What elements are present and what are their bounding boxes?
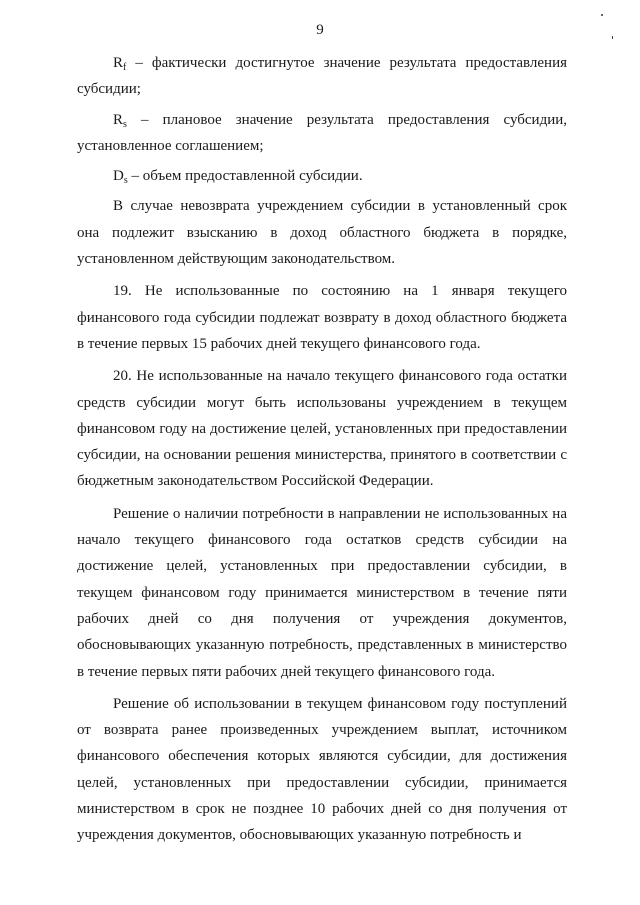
- paragraph-20: 20. Не использованные на начало текущего финансового года остатки средств субсидии могут быть использованы учреждением в текущем финансовом году на достижение целей, установленных при предоставлении субсидии, на основании решения министерства, принятого в соответствии с бюджетным законодательством Российской Федерации.: [77, 368, 567, 490]
- symbol: D: [113, 168, 124, 185]
- definition-text: – плановое значение результата предоставления субсидии, установленное соглашением;: [77, 111, 567, 154]
- paragraph-decision-need: Решение о наличии потребности в направлении не использованных на начало текущего финансового года остатков средств субсидии на достижение целей, установленных при предоставлении субсидии, в текущем финансовом году принимается министерством в течение пяти рабочих дней со дня получения от учреждения документов, обосновывающих указанную потребность, представленных в министерство в течение первых пяти рабочих дней текущего финансового года.: [77, 505, 567, 680]
- paragraph-decision-use: Решение об использовании в текущем финансовом году поступлений от возврата ранее произведенных учреждением выплат, источником финансового обеспечения которых являются субсидии, для достижения целей, установленных при предоставлении субсидии, принимается министерством в срок не позднее 10 рабочих дней со дня получения от учреждения документов, обосновывающих указанную потребность и: [77, 695, 567, 844]
- document-body: [77, 50, 567, 849]
- subscript: f: [123, 62, 127, 73]
- scan-speck: [601, 14, 603, 16]
- paragraph-19: 19. Не использованные по состоянию на 1 января текущего финансового года субсидии подлежат возврату в доход областного бюджета в течение первых 15 рабочих дней текущего финансового года.: [77, 283, 567, 352]
- symbol: R: [113, 55, 124, 71]
- scan-speck: [612, 36, 613, 39]
- subscript: s: [123, 175, 128, 187]
- paragraph-nonreturn: В случае невозврата учреждением субсидии в установленный срок она подлежит взысканию в доход областного бюджета в порядке, установленном действующим законодательством.: [77, 198, 567, 268]
- page-number: 9: [316, 22, 324, 38]
- definition-text: – объем предоставленной субсидии.: [127, 168, 363, 185]
- definition-rf: [77, 50, 567, 103]
- definition-ds: [77, 163, 567, 189]
- symbol: R: [113, 111, 124, 128]
- definition-rs: [77, 107, 567, 160]
- definition-text: – фактически достигнутое значение результата предоставления субсидии;: [77, 55, 567, 98]
- subscript: s: [123, 118, 127, 130]
